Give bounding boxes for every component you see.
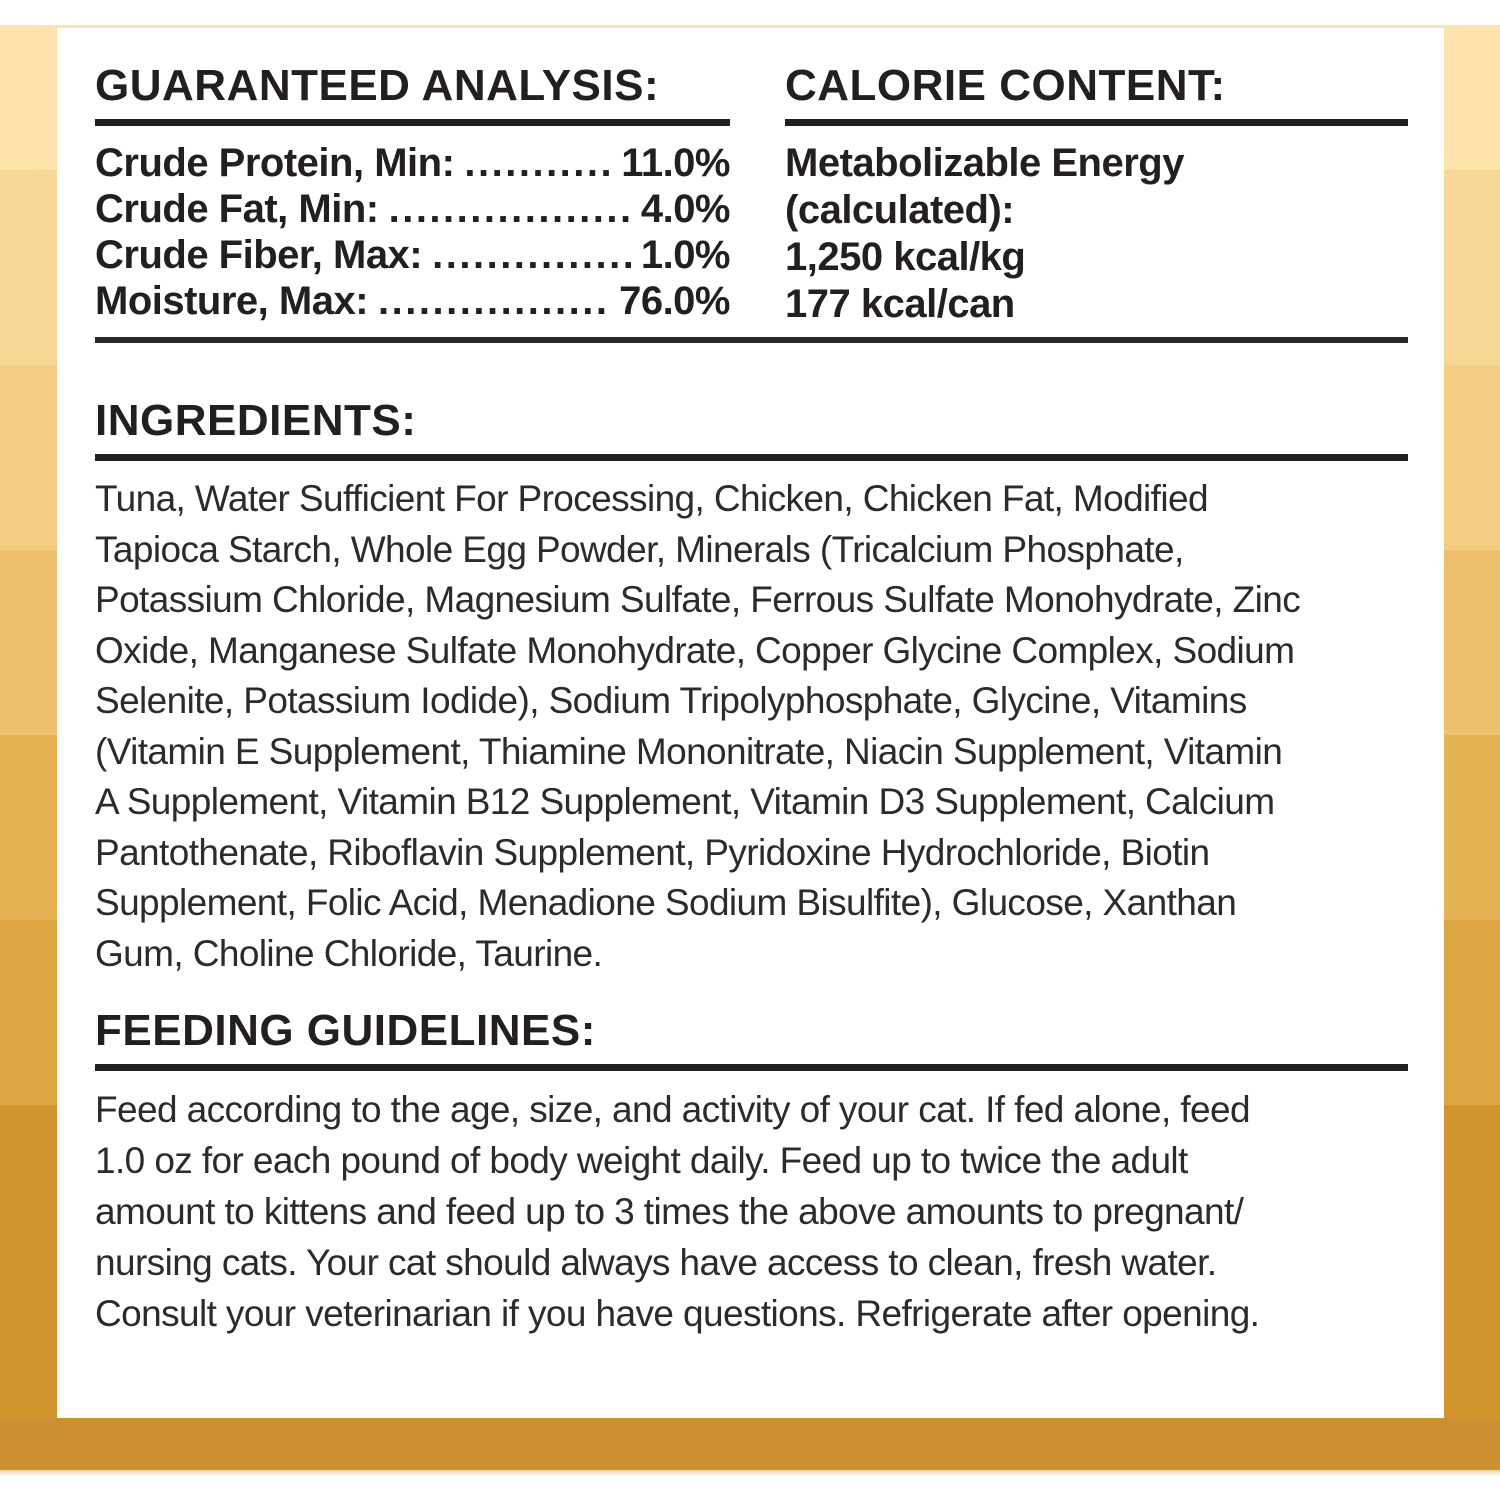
table-row bbox=[95, 278, 730, 324]
ingredients-line: Oxide, Manganese Sulfate Monohydrate, Copper Glycine Complex, Sodium bbox=[95, 629, 1295, 671]
frame-bottom-fade bbox=[0, 1470, 1500, 1476]
calorie-line: Metabolizable Energy bbox=[785, 141, 1184, 185]
feeding-line: nursing cats. Your cat should always have access to clean, fresh water. bbox=[95, 1242, 1217, 1283]
analysis-value: 11.0% bbox=[621, 141, 730, 185]
calorie-content-section bbox=[785, 62, 1408, 328]
frame-left-border bbox=[0, 28, 57, 1470]
analysis-label: Crude Protein, Min: bbox=[95, 141, 455, 185]
calorie-line: (calculated): bbox=[785, 188, 1015, 232]
frame-band bbox=[1443, 550, 1500, 735]
calorie-line: 177 kcal/can bbox=[785, 282, 1015, 326]
dot-leader bbox=[378, 278, 609, 324]
feeding-guidelines-heading: FEEDING GUIDELINES: bbox=[95, 1007, 1408, 1071]
ingredients-line: Tapioca Starch, Whole Egg Powder, Minerals (Tricalcium Phosphate, bbox=[95, 528, 1184, 570]
feeding-guidelines-section bbox=[95, 1007, 1408, 1339]
ingredients-line: Gum, Choline Chloride, Taurine. bbox=[95, 932, 603, 974]
section-divider bbox=[95, 337, 1408, 343]
analysis-label: Crude Fiber, Max: bbox=[95, 233, 423, 277]
guaranteed-analysis-section bbox=[95, 62, 730, 328]
dot-leader bbox=[389, 186, 631, 232]
label-panel bbox=[57, 28, 1444, 1418]
feeding-line: amount to kittens and feed up to 3 times the above amounts to pregnant/ bbox=[95, 1191, 1244, 1232]
analysis-label: Crude Fat, Min: bbox=[95, 187, 379, 231]
feeding-guidelines-body bbox=[95, 1084, 1408, 1339]
calorie-line: 1,250 kcal/kg bbox=[785, 235, 1026, 279]
frame-band bbox=[0, 365, 57, 550]
frame-band bbox=[1443, 170, 1500, 365]
calorie-content-heading: CALORIE CONTENT: bbox=[785, 62, 1408, 126]
frame-band bbox=[0, 1105, 57, 1470]
ingredients-line: Selenite, Potassium Iodide), Sodium Tripolyphosphate, Glycine, Vitamins bbox=[95, 680, 1247, 721]
calorie-content-body bbox=[785, 140, 1408, 328]
analysis-label: Moisture, Max: bbox=[95, 279, 369, 323]
dot-leader bbox=[432, 232, 631, 278]
feeding-line: Consult your veterinarian if you have questions. Refrigerate after opening. bbox=[95, 1293, 1260, 1334]
analysis-value: 1.0% bbox=[640, 233, 730, 277]
analysis-calorie-row bbox=[95, 62, 1408, 328]
frame-band bbox=[1443, 920, 1500, 1105]
ingredients-line: A Supplement, Vitamin B12 Supplement, Vitamin D3 Supplement, Calcium bbox=[95, 781, 1275, 822]
ingredients-line: (Vitamin E Supplement, Thiamine Mononitrate, Niacin Supplement, Vitamin bbox=[95, 730, 1283, 772]
ingredients-line: Tuna, Water Sufficient For Processing, Chicken, Chicken Fat, Modified bbox=[95, 478, 1208, 519]
feeding-line: 1.0 oz for each pound of body weight daily. Feed up to twice the adult bbox=[95, 1140, 1188, 1181]
table-row bbox=[95, 232, 730, 278]
frame-band bbox=[0, 920, 57, 1105]
guaranteed-analysis-table bbox=[95, 140, 730, 324]
frame-band bbox=[0, 28, 57, 170]
frame-band bbox=[0, 735, 57, 920]
ingredients-heading: INGREDIENTS: bbox=[95, 397, 1408, 461]
ingredients-body bbox=[95, 474, 1408, 979]
frame-band bbox=[1443, 365, 1500, 550]
frame-band bbox=[1443, 28, 1500, 170]
ingredients-line: Supplement, Folic Acid, Menadione Sodium Bisulfite), Glucose, Xanthan bbox=[95, 882, 1237, 923]
frame-band bbox=[0, 170, 57, 365]
dot-leader bbox=[464, 140, 611, 186]
feeding-line: Feed according to the age, size, and activity of your cat. If fed alone, feed bbox=[95, 1089, 1250, 1130]
frame-band bbox=[1443, 735, 1500, 920]
table-row bbox=[95, 140, 730, 186]
analysis-value: 4.0% bbox=[640, 187, 730, 231]
ingredients-line: Pantothenate, Riboflavin Supplement, Pyridoxine Hydrochloride, Biotin bbox=[95, 831, 1210, 873]
ingredients-line: Potassium Chloride, Magnesium Sulfate, Ferrous Sulfate Monohydrate, Zinc bbox=[95, 579, 1301, 620]
analysis-value: 76.0% bbox=[619, 279, 730, 323]
frame-band bbox=[0, 550, 57, 735]
frame-bottom-border bbox=[0, 1418, 1500, 1470]
ingredients-section bbox=[95, 397, 1408, 979]
frame-band bbox=[1443, 1105, 1500, 1470]
guaranteed-analysis-heading: GUARANTEED ANALYSIS: bbox=[95, 62, 730, 126]
table-row bbox=[95, 186, 730, 232]
frame-right-border bbox=[1443, 28, 1500, 1470]
